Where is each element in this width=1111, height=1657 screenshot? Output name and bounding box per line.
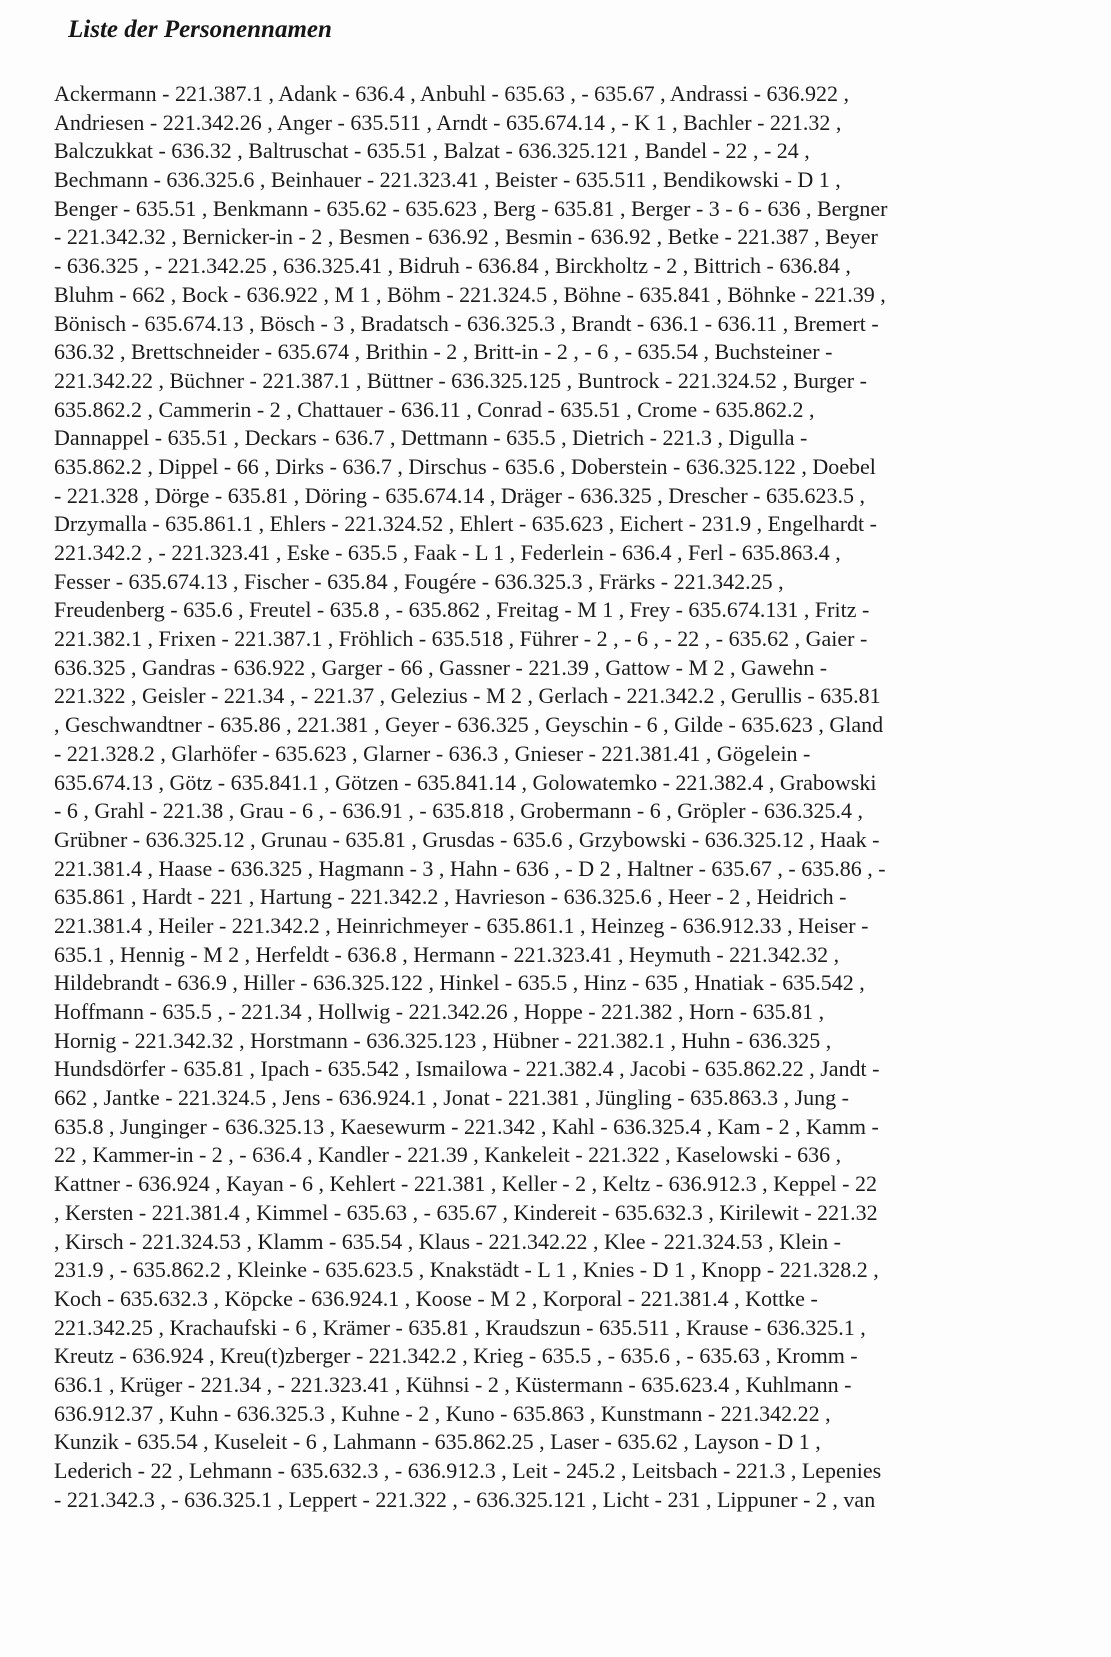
index-line: 221.381.4 , Haase - 636.325 , Hagmann - 3 , Hahn - 636 , - D 2 , Haltner - 635.67 , - 635.86 , - — [54, 855, 886, 881]
index-line: Fesser - 635.674.13 , Fischer - 635.84 , Fougére - 636.325.3 , Frärks - 221.342.25 , — [54, 568, 784, 594]
index-line: , Kersten - 221.381.4 , Kimmel - 635.63 , - 635.67 , Kindereit - 635.632.3 , Kirilewit - 221.32 — [54, 1199, 878, 1225]
index-line: Bönisch - 635.674.13 , Bösch - 3 , Bradatsch - 636.325.3 , Brandt - 636.1 - 636.11 , Bremert - — [54, 310, 879, 336]
index-line: 636.325 , Gandras - 636.922 , Garger - 66 , Gassner - 221.39 , Gattow - M 2 , Gawehn - — [54, 654, 828, 680]
index-line: 221.382.1 , Frixen - 221.387.1 , Fröhlich - 635.518 , Führer - 2 , - 6 , - 22 , - 635.62 , Gaier - — [54, 626, 868, 652]
index-line: Dannappel - 635.51 , Deckars - 636.7 , Dettmann - 635.5 , Dietrich - 221.3 , Digulla - — [54, 425, 808, 451]
index-line: Balczukkat - 636.32 , Baltruschat - 635.51 , Balzat - 636.325.121 , Bandel - 22 , - 24 , — [54, 138, 810, 164]
index-line: - 6 , Grahl - 221.38 , Grau - 6 , - 636.91 , - 635.818 , Grobermann - 6 , Gröpler - 636.325.4 , — [54, 798, 863, 824]
index-line: 231.9 , - 635.862.2 , Kleinke - 635.623.5 , Knakstädt - L 1 , Knies - D 1 , Knopp - 221.328.2 , — [54, 1257, 879, 1283]
index-line: 635.861 , Hardt - 221 , Hartung - 221.342.2 , Havrieson - 636.325.6 , Heer - 2 , Heidrich - — [54, 884, 847, 910]
index-line: Kunzik - 635.54 , Kuseleit - 6 , Lahmann - 635.862.25 , Laser - 635.62 , Layson - D 1 , — [54, 1429, 821, 1455]
index-line: Grübner - 636.325.12 , Grunau - 635.81 , Grusdas - 635.6 , Grzybowski - 636.325.12 , Haak - — [54, 826, 880, 852]
index-line: Lederich - 22 , Lehmann - 635.632.3 , - 636.912.3 , Leit - 245.2 , Leitsbach - 221.3 , Lepenies — [54, 1458, 882, 1483]
index-line: Kattner - 636.924 , Kayan - 6 , Kehlert - 221.381 , Keller - 2 , Keltz - 636.912.3 , Keppel - 22 — [54, 1171, 877, 1197]
index-line: 635.862.2 , Cammerin - 2 , Chattauer - 636.11 , Conrad - 635.51 , Crome - 635.862.2 , — [54, 396, 815, 422]
index-line: 221.342.2 , - 221.323.41 , Eske - 635.5 , Faak - L 1 , Federlein - 636.4 , Ferl - 635.863.4 , — [54, 540, 841, 565]
index-line: 636.32 , Brettschneider - 635.674 , Brithin - 2 , Britt-in - 2 , - 6 , - 635.54 , Buchsteiner - — [54, 339, 833, 365]
index-line: 221.342.25 , Krachaufski - 6 , Krämer - 635.81 , Kraudszun - 635.511 , Krause - 636.325.1 , — [54, 1314, 866, 1340]
index-line: 22 , Kammer-in - 2 , - 636.4 , Kandler - 221.39 , Kankeleit - 221.322 , Kaselowski - 636 , — [54, 1142, 842, 1168]
index-line: Freudenberg - 635.6 , Freutel - 635.8 , - 635.862 , Freitag - M 1 , Frey - 635.674.131 , Fritz - — [54, 597, 870, 623]
index-line: 662 , Jantke - 221.324.5 , Jens - 636.924.1 , Jonat - 221.381 , Jüngling - 635.863.3 , Jung - — [54, 1085, 850, 1111]
index-line: , Geschwandtner - 635.86 , 221.381 , Geyer - 636.325 , Geyschin - 6 , Gilde - 635.623 , Gland — [54, 712, 884, 738]
index-line: Drzymalla - 635.861.1 , Ehlers - 221.324.52 , Ehlert - 635.623 , Eichert - 231.9 , Engelhardt - — [54, 511, 877, 537]
index-line: Hornig - 221.342.32 , Horstmann - 636.325.123 , Hübner - 221.382.1 , Huhn - 636.325 , — [54, 1027, 832, 1053]
index-line: 636.912.37 , Kuhn - 636.325.3 , Kuhne - 2 , Kuno - 635.863 , Kunstmann - 221.342.22 , — [54, 1400, 831, 1426]
index-line: 635.862.2 , Dippel - 66 , Dirks - 636.7 , Dirschus - 635.6 , Doberstein - 636.325.122 , Doebel — [54, 453, 876, 479]
index-line: 635.674.13 , Götz - 635.841.1 , Götzen - 635.841.14 , Golowatemko - 221.382.4 , Grabowski — [54, 769, 877, 795]
index-line: Koch - 635.632.3 , Köpcke - 636.924.1 , Koose - M 2 , Korporal - 221.381.4 , Kottke - — [54, 1285, 818, 1311]
index-line: 221.381.4 , Heiler - 221.342.2 , Heinrichmeyer - 635.861.1 , Heinzeg - 636.912.33 , Heiser - — [54, 912, 869, 938]
page-title: Liste der Personennamen — [68, 16, 332, 43]
index-line: Hundsdörfer - 635.81 , Ipach - 635.542 , Ismailowa - 221.382.4 , Jacobi - 635.862.22 , Jandt - — [54, 1056, 880, 1082]
index-line: Bluhm - 662 , Bock - 636.922 , M 1 , Böhm - 221.324.5 , Böhne - 635.841 , Böhnke - 221.39 , — [54, 281, 886, 307]
index-line: - 221.342.3 , - 636.325.1 , Leppert - 221.322 , - 636.325.121 , Licht - 231 , Lippuner - 2 , van — [54, 1486, 876, 1512]
index-line: 635.1 , Hennig - M 2 , Herfeldt - 636.8 , Hermann - 221.323.41 , Heymuth - 221.342.32 , — [54, 941, 840, 967]
index-line: - 636.325 , - 221.342.25 , 636.325.41 , Bidruh - 636.84 , Birckholtz - 2 , Bittrich - 636.84 , — [54, 253, 851, 279]
index-line: - 221.342.32 , Bernicker-in - 2 , Besmen - 636.92 , Besmin - 636.92 , Betke - 221.387 , Beyer — [54, 224, 878, 250]
index-line: 221.322 , Geisler - 221.34 , - 221.37 , Gelezius - M 2 , Gerlach - 221.342.2 , Gerullis - 635.81 — [54, 683, 881, 709]
index-line: 635.8 , Junginger - 636.325.13 , Kaesewurm - 221.342 , Kahl - 636.325.4 , Kam - 2 , Kamm - — [54, 1113, 879, 1139]
index-line: Bechmann - 636.325.6 , Beinhauer - 221.323.41 , Beister - 635.511 , Bendikowski - D 1 , — [54, 167, 841, 193]
index-line: Andriesen - 221.342.26 , Anger - 635.511 , Arndt - 635.674.14 , - K 1 , Bachler - 221.32 , — [54, 109, 842, 135]
index-line: Kreutz - 636.924 , Kreu(t)zberger - 221.342.2 , Krieg - 635.5 , - 635.6 , - 635.63 , Kromm - — [54, 1343, 858, 1369]
index-line: 221.342.22 , Büchner - 221.387.1 , Büttner - 636.325.125 , Buntrock - 221.324.52 , Burger - — [54, 367, 867, 393]
index-line: , Kirsch - 221.324.53 , Klamm - 635.54 , Klaus - 221.342.22 , Klee - 221.324.53 , Klein - — [54, 1228, 842, 1254]
name-index-list — [54, 80, 1084, 1514]
index-line: Benger - 635.51 , Benkmann - 635.62 - 635.623 , Berg - 635.81 , Berger - 3 - 6 - 636 , Bergner — [54, 195, 888, 221]
index-line: - 221.328.2 , Glarhöfer - 635.623 , Glarner - 636.3 , Gnieser - 221.381.41 , Gögelein - — [54, 740, 811, 766]
index-line: 636.1 , Krüger - 221.34 , - 221.323.41 , Kühnsi - 2 , Küstermann - 635.623.4 , Kuhlmann - — [54, 1371, 852, 1397]
index-line: Hoffmann - 635.5 , - 221.34 , Hollwig - 221.342.26 , Hoppe - 221.382 , Horn - 635.81 , — [54, 999, 825, 1024]
index-line: - 221.328 , Dörge - 635.81 , Döring - 635.674.14 , Dräger - 636.325 , Drescher - 635.623.5 , — [54, 482, 866, 508]
index-line: Ackermann - 221.387.1 , Adank - 636.4 , Anbuhl - 635.63 , - 635.67 , Andrassi - 636.922 , — [54, 81, 849, 106]
index-line: Hildebrandt - 636.9 , Hiller - 636.325.122 , Hinkel - 635.5 , Hinz - 635 , Hnatiak - 635.542 , — [54, 970, 865, 996]
